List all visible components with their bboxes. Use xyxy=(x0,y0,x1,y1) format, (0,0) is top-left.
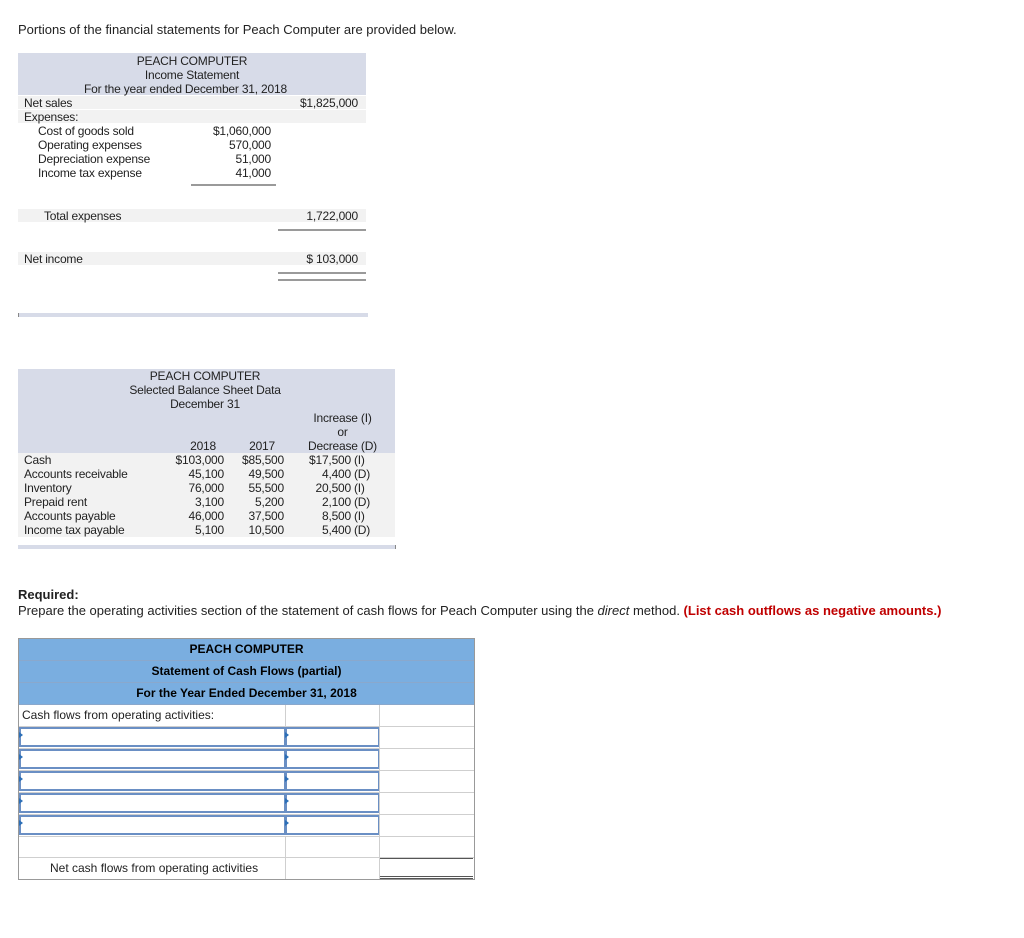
balance-period: December 31 xyxy=(170,397,240,411)
cf-input-row xyxy=(19,770,474,792)
balance-company: PEACH COMPUTER xyxy=(149,369,261,383)
net-income-label: Net income xyxy=(24,252,83,266)
expenses-label: Expenses: xyxy=(24,110,79,124)
bs-change-direction: (I) xyxy=(354,509,365,523)
expense-label: Cost of goods sold xyxy=(38,124,134,138)
bs-change-direction: (D) xyxy=(354,467,371,481)
expense-value: 41,000 xyxy=(235,166,271,180)
intro-text: Portions of the financial statements for Peach Computer are provided below. xyxy=(18,22,457,37)
cf-section-row xyxy=(19,705,474,726)
year-head: 2017 xyxy=(249,439,275,453)
underline xyxy=(278,229,366,231)
bs-row-label: Accounts receivable xyxy=(24,467,128,481)
bs-2017-value: 55,500 xyxy=(248,481,284,495)
bs-row-label: Prepaid rent xyxy=(24,495,87,509)
cf-description-input[interactable] xyxy=(19,793,286,813)
change-head: Increase (I) xyxy=(313,411,372,425)
bs-row-label: Income tax payable xyxy=(24,523,125,537)
total-expenses-value: 1,722,000 xyxy=(306,209,358,223)
bs-change-direction: (I) xyxy=(354,453,365,467)
cf-section-label: Cash flows from operating activities: xyxy=(22,708,215,722)
scroll-divider xyxy=(18,313,368,317)
cf-amount-input[interactable] xyxy=(285,771,380,791)
required-note: (List cash outflows as negative amounts.) xyxy=(683,603,942,618)
bs-2018-value: 46,000 xyxy=(188,509,224,523)
bs-2017-value: $85,500 xyxy=(242,453,284,467)
underline xyxy=(191,184,276,186)
income-period: For the year ended December 31, 2018 xyxy=(84,82,287,96)
bs-2017-value: 10,500 xyxy=(248,523,284,537)
cf-amount-input[interactable] xyxy=(285,815,380,835)
cf-total-row xyxy=(19,857,474,879)
cf-blank-row xyxy=(19,836,474,857)
bs-2018-value: $103,000 xyxy=(175,453,224,467)
bs-change-direction: (D) xyxy=(354,523,371,537)
expense-label: Income tax expense xyxy=(38,166,142,180)
total-expenses-label: Total expenses xyxy=(44,209,122,223)
cf-input-row xyxy=(19,726,474,748)
year-head: 2018 xyxy=(190,439,216,453)
bs-row-label: Cash xyxy=(24,453,52,467)
bs-change-value: 5,400 xyxy=(321,523,351,537)
cf-description-input[interactable] xyxy=(19,727,286,747)
bs-change-value: 8,500 xyxy=(321,509,351,523)
expense-value: 570,000 xyxy=(229,138,271,152)
expense-label: Depreciation expense xyxy=(38,152,151,166)
net-sales-label: Net sales xyxy=(24,96,73,110)
balance-title: Selected Balance Sheet Data xyxy=(129,383,281,397)
expense-value: 51,000 xyxy=(235,152,271,166)
expense-label: Operating expenses xyxy=(38,138,142,152)
bs-change-value: $17,500 xyxy=(309,453,351,467)
bs-change-direction: (I) xyxy=(354,481,365,495)
expense-value: $1,060,000 xyxy=(212,124,271,138)
change-head: Decrease (D) xyxy=(308,439,377,453)
bs-2018-value: 3,100 xyxy=(194,495,224,509)
income-title: Income Statement xyxy=(144,68,240,82)
bs-row-label: Accounts payable xyxy=(24,509,116,523)
cf-net-total-input[interactable] xyxy=(380,858,473,879)
cash-flow-form xyxy=(18,638,475,880)
bs-change-value: 4,400 xyxy=(321,467,351,481)
bs-2018-value: 45,100 xyxy=(188,467,224,481)
cf-input-row xyxy=(19,792,474,814)
bs-change-value: 20,500 xyxy=(315,481,351,495)
net-income-value: $ 103,000 xyxy=(306,252,358,266)
bs-change-direction: (D) xyxy=(354,495,371,509)
double-underline xyxy=(278,272,366,274)
net-sales-value: $1,825,000 xyxy=(299,96,358,110)
bs-change-value: 2,100 xyxy=(321,495,351,509)
income-company: PEACH COMPUTER xyxy=(136,54,248,68)
double-underline xyxy=(278,279,366,281)
required-label: Required: xyxy=(18,587,79,602)
cf-input-row xyxy=(19,814,474,836)
bs-2017-value: 49,500 xyxy=(248,467,284,481)
cf-company: PEACH COMPUTER xyxy=(19,639,474,661)
cf-net-label: Net cash flows from operating activities xyxy=(50,861,259,875)
cf-amount-input[interactable] xyxy=(285,727,380,747)
bs-2017-value: 5,200 xyxy=(254,495,284,509)
change-head: or xyxy=(337,425,348,439)
bs-row-label: Inventory xyxy=(24,481,72,495)
cf-input-row xyxy=(19,748,474,770)
bs-2018-value: 76,000 xyxy=(188,481,224,495)
cf-amount-input[interactable] xyxy=(285,793,380,813)
cf-description-input[interactable] xyxy=(19,771,286,791)
bs-2017-value: 37,500 xyxy=(248,509,284,523)
cf-period: For the Year Ended December 31, 2018 xyxy=(19,683,474,705)
required-text: Prepare the operating activities section of the statement of cash flows for Peach Computer using the direct method. (List cash outflows as negative amounts.) xyxy=(18,603,942,618)
cf-description-input[interactable] xyxy=(19,749,286,769)
bs-2018-value: 5,100 xyxy=(194,523,224,537)
scroll-divider xyxy=(18,545,396,549)
cf-description-input[interactable] xyxy=(19,815,286,835)
cf-title: Statement of Cash Flows (partial) xyxy=(19,661,474,683)
cf-amount-input[interactable] xyxy=(285,749,380,769)
